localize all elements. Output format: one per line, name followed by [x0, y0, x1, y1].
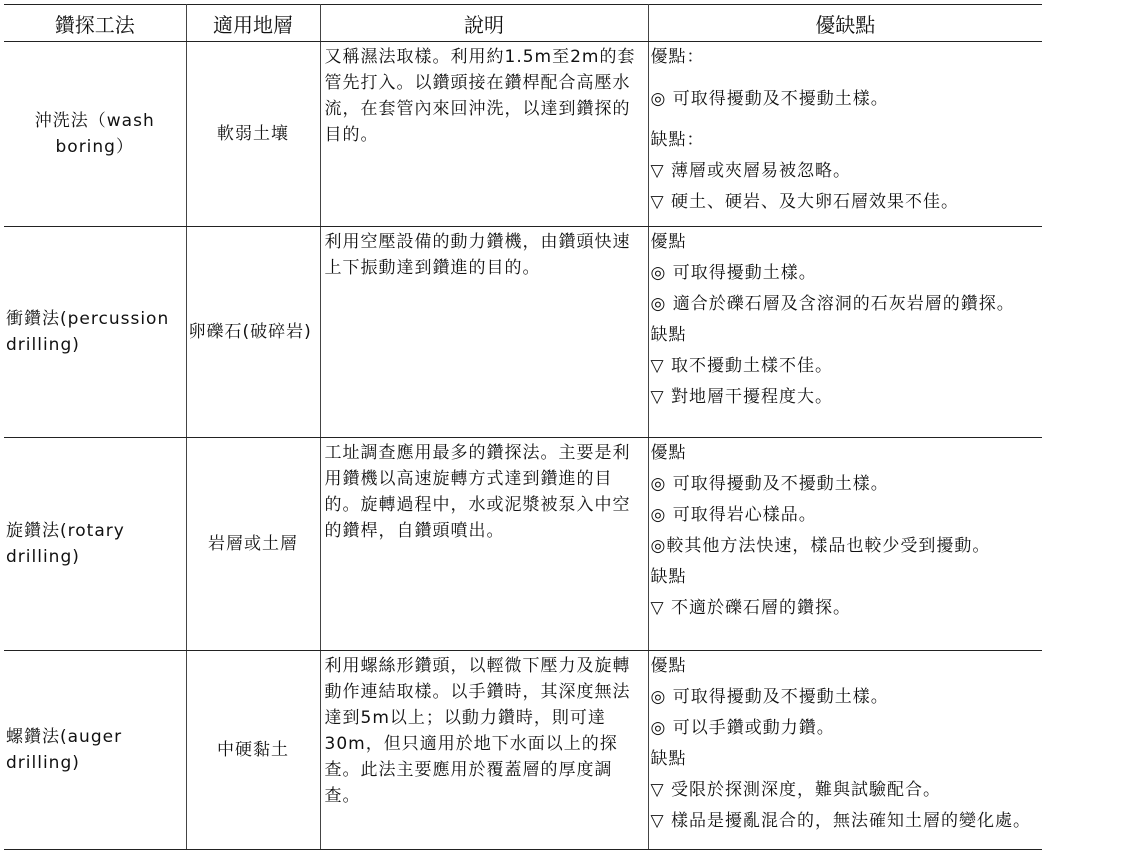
table-row — [4, 42, 1042, 227]
method-cell: 旋鑽法(rotary drilling) — [4, 438, 186, 651]
header-description: 說明 — [320, 5, 648, 42]
cons-heading: 缺點 — [650, 325, 687, 345]
con-item: ▽ 取不擾動土樣不佳。 — [650, 356, 833, 376]
cons-heading: 缺點 — [650, 749, 687, 769]
pros-heading: 優點 — [650, 443, 687, 463]
stratum-cell: 岩層或土層 — [186, 438, 320, 651]
cons-heading: 缺點： — [650, 130, 705, 150]
pros-cons-cell — [648, 42, 1042, 227]
pros-cons-cell — [648, 438, 1042, 651]
pro-item: ◎ 可取得擾動及不擾動土樣。 — [650, 474, 889, 494]
table-header-row — [4, 5, 1042, 42]
description-cell: 利用空壓設備的動力鑽機，由鑽頭快速上下振動達到鑽進的目的。 — [320, 227, 648, 438]
pro-item: ◎ 可取得擾動及不擾動土樣。 — [650, 687, 889, 707]
pro-item: ◎ 可以手鑽或動力鑽。 — [650, 718, 835, 738]
table-row — [4, 651, 1042, 850]
header-stratum: 適用地層 — [186, 5, 320, 42]
stratum-cell: 卵礫石(破碎岩) — [186, 227, 320, 438]
pros-heading: 優點 — [650, 232, 687, 252]
method-cell: 螺鑽法(auger drilling) — [4, 651, 186, 850]
con-item: ▽ 對地層干擾程度大。 — [650, 387, 833, 407]
table-row — [4, 438, 1042, 651]
stratum-cell: 中硬黏土 — [186, 651, 320, 850]
pro-item: ◎ 適合於礫石層及含溶洞的石灰岩層的鑽探。 — [650, 294, 1015, 314]
con-item: ▽ 硬土、硬岩、及大卵石層效果不佳。 — [650, 192, 959, 212]
pros-cons-cell — [648, 651, 1042, 850]
con-item: ▽ 樣品是擾亂混合的，無法確知土層的變化處。 — [650, 811, 1031, 831]
description-cell: 工址調查應用最多的鑽探法。主要是利用鑽機以高速旋轉方式達到鑽進的目的。旋轉過程中，水或泥漿被泵入中空的鑽桿，自鑽頭噴出。 — [320, 438, 648, 651]
pros-heading: 優點 — [650, 656, 687, 676]
header-method: 鑽探工法 — [4, 5, 186, 42]
cons-heading: 缺點 — [650, 567, 687, 587]
pro-item: ◎ 可取得擾動及不擾動土樣。 — [650, 89, 889, 109]
stratum-cell: 軟弱土壤 — [186, 42, 320, 227]
drilling-methods-table — [4, 4, 1042, 850]
pros-cons-cell — [648, 227, 1042, 438]
pros-heading: 優點： — [650, 47, 705, 67]
table-row — [4, 227, 1042, 438]
con-item: ▽ 受限於探測深度，難與試驗配合。 — [650, 780, 941, 800]
description-cell: 利用螺絲形鑽頭，以輕微下壓力及旋轉動作連結取樣。以手鑽時，其深度無法達到5m以上；以動力鑽時，則可達30m，但只適用於地下水面以上的探查。此法主要應用於覆蓋層的厚度調查。 — [320, 651, 648, 850]
method-cell: 沖洗法（wash boring） — [4, 42, 186, 227]
pro-item: ◎ 可取得擾動土樣。 — [650, 263, 817, 283]
con-item: ▽ 不適於礫石層的鑽探。 — [650, 598, 851, 618]
description-cell: 又稱濕法取樣。利用約1.5m至2m的套管先打入。以鑽頭接在鑽桿配合高壓水流，在套管內來回沖洗，以達到鑽探的目的。 — [320, 42, 648, 227]
header-pros-cons: 優缺點 — [648, 5, 1042, 42]
pro-item: ◎較其他方法快速，樣品也較少受到擾動。 — [650, 536, 991, 556]
method-cell: 衝鑽法(percussion drilling) — [4, 227, 186, 438]
document-page — [4, 4, 1128, 850]
con-item: ▽ 薄層或夾層易被忽略。 — [650, 161, 851, 181]
pro-item: ◎ 可取得岩心樣品。 — [650, 505, 817, 525]
